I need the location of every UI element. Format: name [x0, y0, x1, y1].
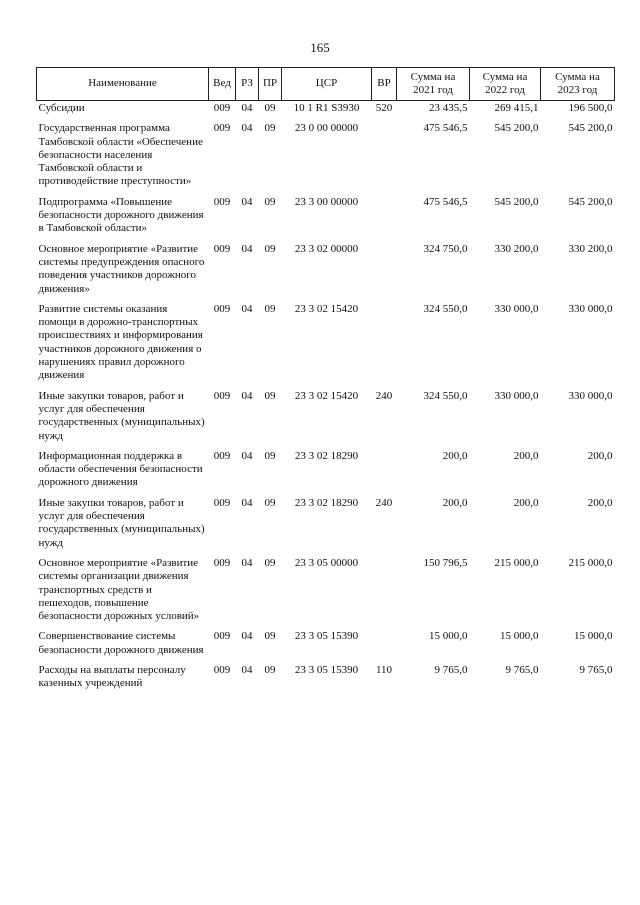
table-row: [37, 389, 615, 449]
row-rz: 04: [241, 389, 253, 402]
row-rz: 04: [241, 556, 253, 569]
row-name: Иные закупки товаров, работ и услуг для обеспечения государственных (муниципальных) нужд: [38, 496, 205, 549]
row-name: Информационная поддержка в области обеспечения безопасности дорожного движения: [38, 449, 203, 489]
budget-table: [36, 67, 615, 697]
row-vr: [372, 556, 397, 629]
row-pr: 09: [264, 102, 276, 114]
row-sum-2022: 269 415,1: [494, 102, 539, 114]
row-csr: 23 3 05 00000: [294, 556, 359, 569]
row-rz: 04: [241, 496, 253, 509]
row-csr: 23 3 00 00000: [294, 195, 359, 208]
row-rz: 04: [241, 449, 253, 462]
row-csr: 10 1 R1 S3930: [293, 102, 360, 114]
row-name: Иные закупки товаров, работ и услуг для обеспечения государственных (муниципальных) нужд: [38, 389, 205, 442]
row-sum-2021: 324 750,0: [423, 242, 468, 255]
row-pr: 09: [264, 663, 276, 676]
row-rz: 04: [241, 630, 253, 643]
row-name: Расходы на выплаты персоналу казенных учреждений: [38, 663, 186, 690]
header-rz: РЗ: [236, 68, 259, 101]
row-rz: 04: [241, 122, 253, 135]
row-sum-2021: 150 796,5: [423, 556, 468, 569]
table-row: [37, 101, 615, 122]
row-ved: 009: [213, 449, 231, 462]
row-csr: 23 3 05 15390: [294, 663, 359, 676]
row-ved: 009: [213, 663, 231, 676]
row-pr: 09: [264, 630, 276, 643]
row-ved: 009: [213, 496, 231, 509]
header-sum-2022: Сумма на 2022 год: [470, 68, 541, 101]
row-name: Государственная программа Тамбовской области «Обеспечение безопасности населения Тамбовской области и противодействие преступности»: [38, 122, 203, 188]
row-pr: 09: [264, 496, 276, 509]
row-csr: 23 3 02 00000: [294, 242, 359, 255]
row-name: Основное мероприятие «Развитие системы организации движения транспортных средств и пешеходов, повышение безопасности дорожных условий»: [38, 556, 200, 623]
row-rz: 04: [241, 195, 253, 208]
row-sum-2023: 330 000,0: [568, 302, 613, 315]
row-sum-2022: 330 000,0: [494, 302, 539, 315]
row-vr: 240: [375, 496, 393, 509]
row-sum-2022: 215 000,0: [494, 556, 539, 569]
table-row: [37, 242, 615, 302]
row-sum-2023: 330 000,0: [568, 389, 613, 402]
table-row: [37, 302, 615, 389]
header-vr: ВР: [372, 68, 397, 101]
row-vr: 240: [375, 389, 393, 402]
row-vr: [372, 629, 397, 663]
row-sum-2021: 324 550,0: [423, 302, 468, 315]
row-name: Совершенствование системы безопасности дорожного движения: [38, 630, 204, 656]
header-csr: ЦСР: [282, 68, 372, 101]
row-sum-2023: 545 200,0: [568, 195, 613, 208]
row-csr: 23 3 02 18290: [294, 496, 359, 509]
row-sum-2022: 200,0: [513, 449, 539, 462]
table-row: [37, 449, 615, 496]
row-csr: 23 3 02 15420: [294, 389, 359, 402]
row-sum-2022: 330 200,0: [494, 242, 539, 255]
row-sum-2023: 330 200,0: [568, 242, 613, 255]
row-rz: 04: [241, 663, 253, 676]
row-pr: 09: [264, 449, 276, 462]
row-pr: 09: [264, 556, 276, 569]
row-ved: 009: [213, 122, 231, 135]
row-sum-2021: 15 000,0: [429, 630, 468, 643]
row-rz: 04: [241, 102, 253, 114]
row-name: Субсидии: [38, 102, 85, 114]
row-csr: 23 0 00 00000: [294, 122, 359, 135]
row-vr: [372, 121, 397, 194]
table-row: [37, 195, 615, 242]
row-sum-2022: 545 200,0: [494, 195, 539, 208]
header-sum-2023: Сумма на 2023 год: [541, 68, 615, 101]
row-sum-2023: 200,0: [587, 449, 613, 462]
table-header: [37, 68, 615, 101]
row-name: Основное мероприятие «Развитие системы предупреждения опасного поведения участников дорожного движения»: [38, 242, 205, 295]
row-sum-2022: 330 000,0: [494, 389, 539, 402]
row-vr: 520: [375, 102, 393, 114]
row-sum-2022: 15 000,0: [500, 630, 539, 643]
row-sum-2021: 200,0: [442, 449, 468, 462]
row-ved: 009: [213, 389, 231, 402]
row-name: Развитие системы оказания помощи в дорожно-транспортных происшествиях и информирования участников дорожного движения о нарушениях правил дорожного движения: [38, 302, 203, 382]
table-row: [37, 121, 615, 194]
row-pr: 09: [264, 242, 276, 255]
row-pr: 09: [264, 195, 276, 208]
row-csr: 23 3 02 18290: [294, 449, 359, 462]
header-ved: Вед: [209, 68, 236, 101]
page-number: 165: [310, 40, 330, 55]
table-row: [37, 663, 615, 697]
row-vr: [372, 302, 397, 389]
row-sum-2021: 200,0: [442, 496, 468, 509]
row-vr: 110: [375, 663, 393, 676]
row-sum-2021: 475 546,5: [423, 122, 468, 135]
row-sum-2023: 215 000,0: [568, 556, 613, 569]
row-name: Подпрограмма «Повышение безопасности дорожного движения в Тамбовской области»: [38, 195, 204, 235]
table-row: [37, 629, 615, 663]
row-sum-2023: 9 765,0: [579, 663, 613, 676]
row-sum-2021: 324 550,0: [423, 389, 468, 402]
table-body: [37, 101, 615, 697]
row-ved: 009: [213, 242, 231, 255]
row-rz: 04: [241, 302, 253, 315]
row-rz: 04: [241, 242, 253, 255]
row-sum-2021: 9 765,0: [434, 663, 468, 676]
row-vr: [372, 242, 397, 302]
row-pr: 09: [264, 302, 276, 315]
header-name: Наименование: [37, 68, 209, 101]
table-row: [37, 556, 615, 629]
header-sum-2021: Сумма на 2021 год: [397, 68, 470, 101]
row-vr: [372, 195, 397, 242]
row-sum-2023: 15 000,0: [574, 630, 613, 643]
row-sum-2022: 545 200,0: [494, 122, 539, 135]
row-sum-2021: 23 435,5: [429, 102, 468, 114]
row-sum-2022: 9 765,0: [505, 663, 539, 676]
row-csr: 23 3 05 15390: [294, 630, 359, 643]
row-vr: [372, 449, 397, 496]
row-sum-2022: 200,0: [513, 496, 539, 509]
row-pr: 09: [264, 389, 276, 402]
row-ved: 009: [213, 102, 231, 114]
row-sum-2023: 200,0: [587, 496, 613, 509]
row-sum-2021: 475 546,5: [423, 195, 468, 208]
table-row: [37, 496, 615, 556]
row-ved: 009: [213, 630, 231, 643]
row-ved: 009: [213, 195, 231, 208]
row-csr: 23 3 02 15420: [294, 302, 359, 315]
header-pr: ПР: [259, 68, 282, 101]
row-pr: 09: [264, 122, 276, 135]
row-ved: 009: [213, 556, 231, 569]
row-sum-2023: 196 500,0: [568, 102, 613, 114]
row-ved: 009: [213, 302, 231, 315]
row-sum-2023: 545 200,0: [568, 122, 613, 135]
